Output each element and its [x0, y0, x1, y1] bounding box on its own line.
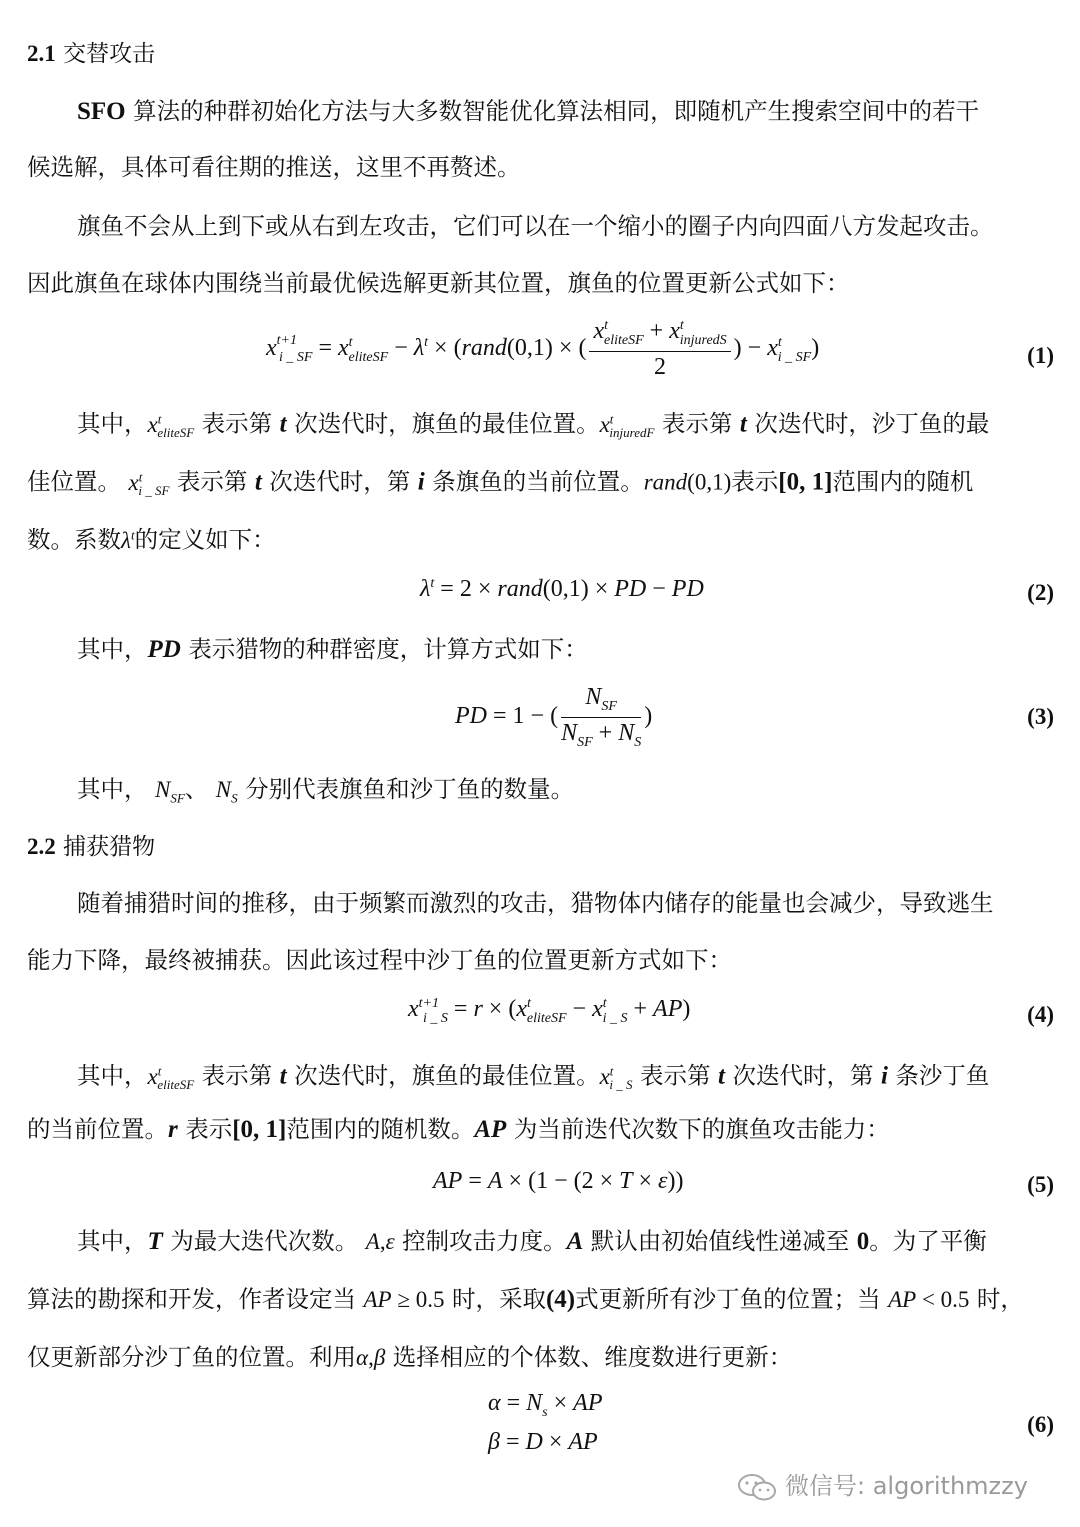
text: 、: [184, 775, 209, 803]
section-heading-2-1: [27, 39, 155, 69]
equation-1: $x^{t+1}_{i \_ SF} = x^t_{eliteSF} - \lambda^t$ × (rand(0,1) × ( $\frac{x^t_{eliteSF} + x^t_{injuredS}}{2}$ ) − $x^t_{i \_ SF}$): [266, 318, 820, 380]
text: 表示: [731, 467, 779, 496]
zero: 0: [856, 1228, 870, 1255]
paragraph-6-line-2: [27, 945, 732, 975]
text: 次迭代时，沙丁鱼的最: [754, 409, 990, 438]
equation-4: $x^{t+1}_{i \_ S} = r \times (x^t_{eliteSF} - x^t_{i \_ S} + AP)$: [408, 996, 691, 1026]
equation-6-beta: β = D × AP: [488, 1429, 598, 1455]
paragraph-3-line-2: 佳位置。 $x^t_{i \_ SF}$ 表示第 t 次迭代时，第 i 条旗鱼的当前位置。rand(0,1)表示[0, 1]范围内的随机: [27, 467, 974, 499]
var-ap: AP: [474, 1116, 507, 1143]
text: 的定义如下：: [134, 525, 276, 554]
equation-5: AP = A × (1 − (2 × T × ε)): [433, 1168, 684, 1194]
equation-number: (6): [1027, 1412, 1054, 1437]
text: 能力下降，最终被捕获。因此该过程中沙丁鱼的位置更新方式如下：: [27, 946, 732, 974]
text: 其中，: [77, 1227, 148, 1255]
var-pd: PD: [147, 636, 181, 663]
watermark-text: 微信号: algorithmzzy: [785, 1472, 1028, 1500]
var-t: t: [739, 410, 747, 438]
text: 时，: [976, 1285, 1024, 1313]
paragraph-1-line-1: [77, 96, 979, 127]
text: 条沙丁鱼: [895, 1061, 990, 1090]
text: 式更新所有沙丁鱼的位置；当: [575, 1285, 881, 1313]
text: 表示第: [201, 1061, 273, 1090]
equation-number: (2): [1027, 580, 1054, 605]
text: 次迭代时，第: [732, 1061, 874, 1090]
paragraph-7-line-1: 其中，$x^t_{eliteSF}$ 表示第 t 次迭代时，旗鱼的最佳位置。$x^t_{i \_ S}$ 表示第 t 次迭代时，第 i 条沙丁鱼: [77, 1061, 990, 1093]
range: [0, 1]: [778, 468, 833, 496]
text: 次迭代时，旗鱼的最佳位置。: [294, 1061, 600, 1090]
text: 条旗鱼的当前位置。: [432, 467, 644, 496]
text: 佳位置。: [27, 467, 121, 496]
text: 仅更新部分沙丁鱼的位置。利用: [27, 1343, 356, 1371]
text: 表示第: [661, 409, 733, 438]
sfo-bold: SFO: [77, 98, 126, 125]
paragraph-8-line-2: 算法的勘探和开发，作者设定当 AP ≥ 0.5 时，采取(4)式更新所有沙丁鱼的位置；当 AP < 0.5 时，: [27, 1285, 1024, 1313]
paragraph-2-line-2: [27, 268, 850, 298]
text: 算法的种群初始化方法与大多数智能优化算法相同，即随机产生搜索空间中的若干: [133, 97, 980, 125]
text: 选择相应的个体数、维度数进行更新：: [392, 1343, 793, 1371]
text: 表示第: [640, 1061, 711, 1090]
equation-2: $\lambda^t = 2$ × rand(0,1) × PD − PD: [420, 576, 704, 602]
section-number: 2.1: [27, 41, 56, 66]
text: 次迭代时，旗鱼的最佳位置。: [294, 409, 600, 438]
text: 表示第: [201, 409, 273, 438]
equation-number: (3): [1027, 704, 1054, 729]
wechat-icon: [735, 1472, 779, 1502]
text: 为最大迭代次数。: [170, 1227, 359, 1255]
equation-6-alpha: $\alpha = N_s$ × AP: [488, 1390, 603, 1420]
text: 其中，: [77, 409, 148, 438]
eq-ref: (4): [545, 1286, 576, 1313]
var-r: r: [168, 1116, 178, 1143]
text: 范围内的随机: [832, 467, 974, 496]
var-i: i: [880, 1062, 888, 1090]
text: 其中，: [77, 1061, 148, 1090]
var-i: i: [417, 468, 425, 496]
paragraph-5: 其中， $N_{SF}$、 $N_S$ 分别代表旗鱼和沙丁鱼的数量。: [77, 775, 575, 806]
text: 范围内的随机数。: [286, 1115, 475, 1143]
paragraph-8-line-3: 仅更新部分沙丁鱼的位置。利用α,β 选择相应的个体数、维度数进行更新：: [27, 1343, 793, 1371]
paragraph-8-line-1: 其中，T 为最大迭代次数。 A,ε 控制攻击力度。A 默认由初始值线性递减至 0。为了平衡: [77, 1227, 987, 1255]
var-t: t: [279, 410, 287, 438]
text: 分别代表旗鱼和沙丁鱼的数量。: [245, 775, 575, 803]
text: 表示猎物的种群密度，计算方式如下：: [188, 635, 588, 663]
section-title: 交替攻击: [63, 41, 156, 67]
text: 。为了平衡: [869, 1227, 987, 1255]
text: 因此旗鱼在球体内围绕当前最优候选解更新其位置，旗鱼的位置更新公式如下：: [27, 269, 850, 297]
text: 时，采取: [451, 1285, 546, 1313]
equation-number: (5): [1027, 1172, 1054, 1197]
var-t: t: [718, 1062, 725, 1090]
section-title: 捕获猎物: [63, 834, 156, 860]
text: 表示: [185, 1115, 233, 1143]
watermark: [735, 1466, 1028, 1502]
equation-number: (1): [1027, 343, 1054, 368]
paragraph-3-line-3: 数。系数$\lambda^t$的定义如下：: [27, 525, 276, 554]
section-heading-2-2: [27, 832, 155, 862]
text: 其中，: [77, 775, 148, 803]
paragraph-2-line-1: [77, 211, 994, 241]
paragraph-7-line-2: [27, 1114, 890, 1145]
var-t: t: [279, 1062, 287, 1090]
text: 次迭代时，第: [269, 467, 411, 496]
paragraph-4: [77, 634, 588, 665]
text: 候选解，具体可看往期的推送，这里不再赘述。: [27, 153, 521, 181]
text: 数。系数: [27, 525, 121, 554]
var-t: t: [254, 468, 262, 496]
text: 表示第: [176, 467, 248, 496]
range: [0, 1]: [232, 1116, 287, 1143]
text: 其中，: [77, 635, 148, 663]
text: 的当前位置。: [27, 1115, 168, 1143]
text: 随着捕猎时间的推移，由于频繁而激烈的攻击，猎物体内储存的能量也会减少，导致逃生: [77, 889, 994, 917]
paragraph-3-line-1: 其中，$x^t_{eliteSF}$ 表示第 t 次迭代时，旗鱼的最佳位置。$x^t_{injuredF}$ 表示第 t 次迭代时，沙丁鱼的最: [77, 409, 990, 441]
text: 算法的勘探和开发，作者设定当: [27, 1285, 356, 1313]
text: 旗鱼不会从上到下或从右到左攻击，它们可以在一个缩小的圈子内向四面八方发起攻击。: [77, 212, 994, 240]
equation-number: (4): [1027, 1002, 1054, 1027]
var-a: A: [566, 1228, 584, 1255]
text: 控制攻击力度。: [402, 1227, 567, 1255]
section-number: 2.2: [27, 834, 56, 859]
text: 为当前迭代次数下的旗鱼攻击能力：: [513, 1115, 890, 1143]
text: 默认由初始值线性递减至: [590, 1227, 850, 1255]
paragraph-6-line-1: [77, 888, 994, 918]
paragraph-1-line-2: [27, 152, 521, 182]
equation-3: PD = 1 − ( $\frac{N_{SF}}{N_{SF} + N_S}$ ): [455, 684, 653, 750]
var-t-max: T: [147, 1228, 163, 1255]
